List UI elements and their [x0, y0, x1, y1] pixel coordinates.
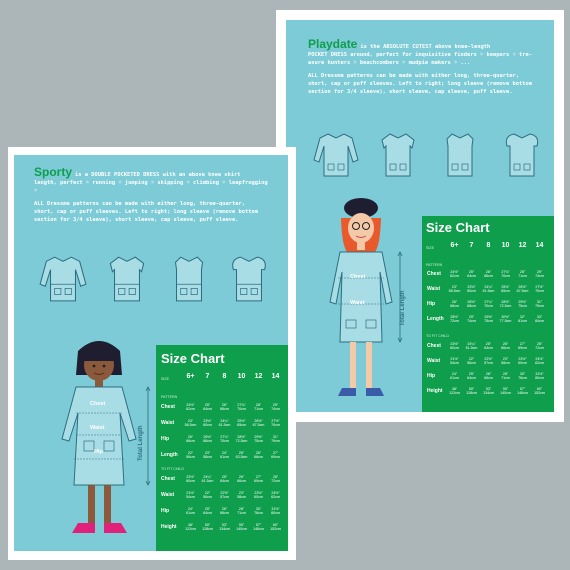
table-cell: 55" 140cm: [236, 523, 247, 532]
table-cell: 27" 69cm: [518, 342, 527, 351]
table-cell: 26" 66cm: [220, 403, 229, 412]
child-row: [446, 342, 548, 351]
table-cell: 30½" 77.5cm: [499, 315, 512, 324]
size-12: 12: [518, 242, 527, 249]
table-cell: 24½" 62cm: [271, 491, 280, 500]
sporty-line: ☼: [34, 188, 38, 195]
table-cell: 23½" 60cm: [467, 285, 476, 294]
table-cell: 24¼" 61.5cm: [465, 342, 478, 351]
table-cell: 22½" 57cm: [220, 491, 229, 500]
playdate-line: POCKET DRESS around, perfect for inquisitive finders ☼ keepers ☼ tre-: [308, 52, 532, 59]
table-cell: 32" 81cm: [518, 315, 527, 324]
pattern-row: [182, 435, 284, 444]
table-cell: 27¼" 70cm: [484, 300, 493, 309]
table-cell: 25½" 65cm: [501, 285, 510, 294]
pattern-section-label: PATTERN: [426, 263, 443, 267]
table-cell: 28½" 72.5cm: [235, 435, 248, 444]
playdate-card: [276, 10, 564, 422]
pattern-row-label: Length: [427, 316, 444, 322]
playdate-line: asure hunters ☼ beachcombers ☼ mudpie makers ☼ ...: [308, 60, 471, 67]
size-12: 12: [254, 373, 263, 380]
table-cell: 21½" 54cm: [450, 357, 459, 366]
table-cell: 27" 69cm: [271, 451, 280, 460]
table-cell: 50" 128cm: [466, 387, 477, 396]
child-row-label: Height: [161, 524, 177, 530]
pattern-row: [182, 403, 284, 412]
pattern-row-label: Chest: [161, 404, 175, 410]
table-cell: 29½" 75cm: [518, 300, 527, 309]
size-14: 14: [271, 373, 280, 380]
playdate-size-chart: [422, 216, 554, 412]
size-10: 10: [237, 373, 246, 380]
sporty-card: [8, 147, 296, 560]
table-cell: 50" 128cm: [202, 523, 213, 532]
table-cell: 26" 66cm: [484, 372, 493, 381]
size-8: 8: [222, 373, 227, 380]
table-cell: 23½" 60cm: [203, 419, 212, 428]
table-cell: 48" 122cm: [449, 387, 460, 396]
child-row: [182, 491, 284, 500]
child-row: [446, 387, 548, 396]
dress-puff-sleeve-icon: [498, 130, 546, 180]
pattern-section-label: PATTERN: [161, 395, 178, 399]
table-cell: 25" 64cm: [203, 507, 212, 516]
sporty-size-chart: [156, 345, 288, 551]
size-6plus: 6+: [186, 373, 195, 380]
table-cell: 30" 76cm: [254, 507, 263, 516]
table-cell: 26½" 68cm: [467, 300, 476, 309]
table-cell: 31" 79cm: [535, 300, 544, 309]
child-row: [182, 475, 284, 484]
table-cell: 26" 66cm: [501, 342, 510, 351]
table-cell: 27¾" 70cm: [237, 403, 246, 412]
pattern-row-label: Chest: [427, 271, 441, 277]
size-label: SIZE: [161, 377, 169, 381]
table-cell: 53" 134cm: [219, 523, 230, 532]
table-cell: 29" 74cm: [535, 270, 544, 279]
table-cell: 26" 66cm: [484, 270, 493, 279]
child-row: [446, 357, 548, 366]
table-cell: 27¾" 70cm: [501, 270, 510, 279]
table-cell: 29½" 75cm: [254, 435, 263, 444]
sporty-line: is a DOUBLE POCKETED DRESS with an above knee skirt: [75, 172, 241, 178]
hip-label: Hip: [94, 449, 103, 455]
table-cell: 25" 64cm: [467, 372, 476, 381]
table-cell: 24" 61cm: [186, 507, 195, 516]
child-section-label: TO FIT CHILD: [161, 467, 185, 471]
child-row-label: Hip: [161, 508, 170, 514]
size-14: 14: [535, 242, 544, 249]
playdate-line: short, cap or puff sleeves. Left to right; long sleeve (remove bottom: [308, 80, 532, 87]
table-cell: 28" 72cm: [535, 342, 544, 351]
table-cell: 28½" 72.5cm: [499, 300, 512, 309]
table-cell: 23" 58cm: [203, 451, 212, 460]
table-cell: 23" 58.5cm: [184, 419, 197, 428]
table-cell: 33" 84cm: [535, 315, 544, 324]
pattern-row-label: Hip: [427, 301, 436, 307]
table-cell: 25" 64cm: [467, 270, 476, 279]
child-row: [182, 523, 284, 532]
playdate-line: ALL Dressme patterns can be made with either long, three-quarter,: [308, 72, 519, 79]
dress-puff-sleeve-icon: [224, 253, 274, 305]
table-cell: 29" 74cm: [467, 315, 476, 324]
dress-cap-sleeve-icon: [164, 253, 214, 305]
playdate-panel: [286, 20, 554, 412]
playdate-line: section for 3/4 sleeve), short sleeve, cap sleeve, puff sleeve.: [308, 89, 513, 96]
size-10: 10: [501, 242, 510, 249]
table-cell: 26" 66cm: [186, 435, 195, 444]
pattern-row: [446, 285, 548, 294]
table-cell: 26½" 68cm: [203, 435, 212, 444]
pattern-row: [446, 270, 548, 279]
table-cell: 21½" 54cm: [186, 491, 195, 500]
table-cell: 23" 58cm: [237, 491, 246, 500]
table-cell: 26" 66cm: [220, 507, 229, 516]
pattern-row-label: Hip: [161, 436, 170, 442]
pattern-row-label: Waist: [427, 286, 441, 292]
table-cell: 31½" 80cm: [535, 372, 544, 381]
chest-label: Chest: [350, 274, 366, 280]
table-cell: 27½" 70cm: [535, 285, 544, 294]
table-cell: 26" 66cm: [237, 475, 246, 484]
table-cell: 27½" 70cm: [271, 419, 280, 428]
table-cell: 25" 64cm: [484, 342, 493, 351]
table-cell: 26½" 67.5cm: [516, 285, 529, 294]
sporty-line: ALL Dressme patterns can be made with either long, three-quarter,: [34, 200, 245, 207]
total-length-label: Total Length: [400, 290, 406, 326]
child-row-label: Chest: [161, 476, 175, 482]
sporty-line: short, cap or puff sleeves. Left to right; long sleeve (remove bottom: [34, 208, 258, 215]
size-8: 8: [486, 242, 491, 249]
table-cell: 27¼" 70cm: [220, 435, 229, 444]
table-cell: 24½" 62cm: [535, 357, 544, 366]
table-cell: 24½" 62cm: [186, 403, 195, 412]
table-cell: 48" 122cm: [185, 523, 196, 532]
table-cell: 26" 66cm: [254, 451, 263, 460]
dress-cap-sleeve-icon: [436, 130, 484, 180]
size-7: 7: [469, 242, 474, 249]
table-cell: 23½" 60cm: [450, 342, 459, 351]
table-cell: 28" 72cm: [271, 475, 280, 484]
sporty-name: Sporty: [34, 165, 73, 179]
dress-short-sleeve-icon: [374, 130, 422, 180]
chest-label: Chest: [90, 401, 106, 407]
table-cell: 57" 146cm: [517, 387, 528, 396]
size-6plus: 6+: [450, 242, 459, 249]
table-cell: 26½" 67.5cm: [252, 419, 265, 428]
table-cell: 55" 140cm: [500, 387, 511, 396]
table-cell: 25" 64cm: [220, 475, 229, 484]
table-cell: 23½" 60cm: [518, 357, 527, 366]
pattern-row-label: Length: [161, 452, 178, 458]
size-label: SIZE: [426, 246, 434, 250]
child-row-label: Waist: [427, 358, 441, 364]
pattern-row: [446, 315, 548, 324]
table-cell: 28" 71cm: [237, 507, 246, 516]
table-cell: 22" 56cm: [186, 451, 195, 460]
sporty-description: [34, 165, 284, 224]
table-cell: 60" 152cm: [270, 523, 281, 532]
table-cell: 24¼" 61.5cm: [201, 475, 214, 484]
size-chart-title: Size Chart: [161, 351, 225, 366]
pattern-row: [182, 451, 284, 460]
sporty-line: length, perfect ☼ running ☼ jumping ☼ skipping ☼ climbing ☼ leapfrogging: [34, 180, 268, 187]
child-row-label: Height: [427, 388, 443, 394]
dress-short-sleeve-icon: [102, 253, 152, 305]
size-7: 7: [205, 373, 210, 380]
table-cell: 24" 61cm: [450, 372, 459, 381]
child-row-label: Waist: [161, 492, 175, 498]
dress-long-sleeve-icon: [38, 253, 88, 305]
table-cell: 24¼" 61.5cm: [218, 419, 231, 428]
table-cell: 53" 134cm: [483, 387, 494, 396]
table-cell: 27" 69cm: [254, 475, 263, 484]
table-cell: 22" 56cm: [467, 357, 476, 366]
sporty-panel: [14, 155, 288, 551]
table-cell: 23½" 60cm: [254, 491, 263, 500]
table-cell: 60" 152cm: [534, 387, 545, 396]
pattern-row-label: Waist: [161, 420, 175, 426]
child-row-label: Hip: [427, 373, 436, 379]
table-cell: 31½" 80cm: [271, 507, 280, 516]
table-cell: 28" 71cm: [501, 372, 510, 381]
table-cell: 24¼" 61.5cm: [482, 285, 495, 294]
playdate-line: is the ABSOLUTE CUTEST above knee-length: [360, 44, 491, 50]
child-row: [182, 507, 284, 516]
table-cell: 25" 63.5cm: [235, 451, 248, 460]
table-cell: 23" 58.5cm: [448, 285, 461, 294]
child-row-label: Chest: [427, 343, 441, 349]
pattern-row: [182, 419, 284, 428]
table-cell: 30" 76cm: [518, 372, 527, 381]
child-section-label: TO FIT CHILD: [426, 334, 450, 338]
playdate-name: Playdate: [308, 37, 358, 51]
dress-long-sleeve-icon: [312, 130, 360, 180]
table-cell: 28½" 72cm: [450, 315, 459, 324]
table-cell: 28" 71cm: [518, 270, 527, 279]
waist-label: Waist: [350, 300, 365, 306]
table-cell: 25" 64cm: [203, 403, 212, 412]
table-cell: 22" 56cm: [203, 491, 212, 500]
size-header-row: [182, 373, 284, 380]
size-header-row: [446, 242, 548, 249]
table-cell: 29" 74cm: [271, 403, 280, 412]
table-cell: 31" 79cm: [271, 435, 280, 444]
table-cell: 23½" 60cm: [186, 475, 195, 484]
table-cell: 22½" 57cm: [484, 357, 493, 366]
table-cell: 23" 58cm: [501, 357, 510, 366]
table-cell: 29½" 75cm: [484, 315, 493, 324]
playdate-description: [308, 37, 548, 96]
child-row: [446, 372, 548, 381]
sporty-line: section for 3/4 sleeve), short sleeve, cap sleeve, puff sleeve.: [34, 217, 239, 224]
table-cell: 24" 61cm: [220, 451, 229, 460]
table-cell: 25½" 65cm: [237, 419, 246, 428]
pattern-row: [446, 300, 548, 309]
size-chart-title: Size Chart: [426, 220, 490, 235]
table-cell: 26" 66cm: [450, 300, 459, 309]
table-cell: 28" 71cm: [254, 403, 263, 412]
table-cell: 57" 146cm: [253, 523, 264, 532]
total-length-label: Total Length: [138, 425, 144, 461]
waist-label: Waist: [90, 425, 105, 431]
table-cell: 24½" 62cm: [450, 270, 459, 279]
